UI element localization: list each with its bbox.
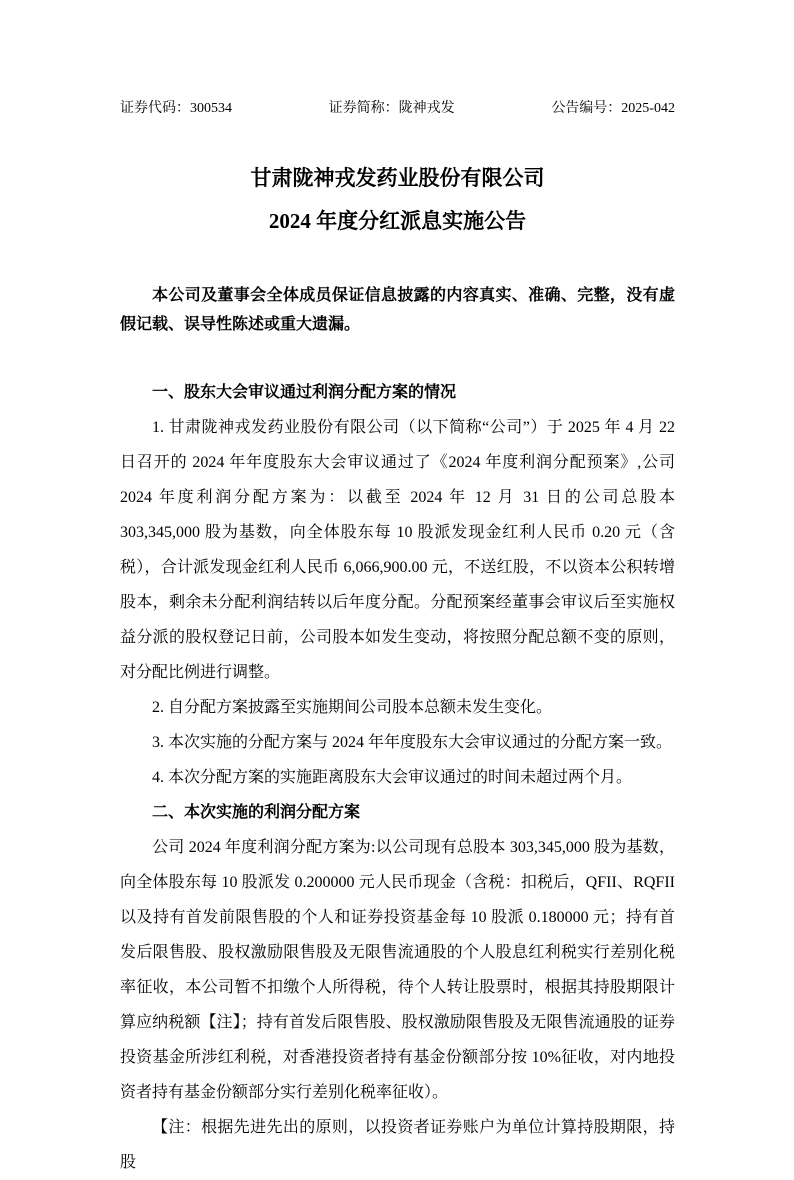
announcement-number: 公告编号：2025-042 [551, 101, 675, 116]
stock-short-name: 证券简称：陇神戎发 [328, 101, 455, 116]
document-header [120, 100, 675, 118]
announcement-title: 2024 年度分红派息实施公告 [268, 209, 527, 234]
body-paragraph: 1. 甘肃陇神戎发药业股份有限公司（以下简称“公司”）于 2025 年 4 月 22 日召开的 2024 年年度股东大会审议通过了《2024 年度利润分配预案》,公司 2024 年度利润分配方案为：以截至 2024 年 12 月 31 日的公司总股本 303,345,000 股为基数，向全体股东每 10 股派发现金红利人民币 0.20 元（含税），合计派发现金红利人民币 6,066,900.00 元，不送红股，不以资本公积转增股本，剩余未分配利润结转以后年度分配。分配预案经董事会审议后至实施权益分派的股权登记日前，公司股本如发生变动，将按照分配总额不变的原则，对分配比例进行调整。 [120, 418, 675, 681]
body-paragraph: 公司 2024 年度利润分配方案为:以公司现有总股本 303,345,000 股为基数，向全体股东每 10 股派发 0.200000 元人民币现金（含税：扣税后，QFII、RQFII 以及持有首发前限售股的个人和证券投资基金每 10 股派 0.180000 元；持有首发后限售股、股权激励限售股及无限售流通股的个人股息红利税实行差别化税率征收，本公司暂不扣缴个人所得税，待个人转让股票时，根据其持股期限计算应纳税额【注】；持有首发后限售股、股权激励限售股及无限售流通股的证券投资基金所涉红利税，对香港投资者持有基金份额部分按 10%征收，对内地投资者持有基金份额部分实行差别化税率征收）。 [120, 838, 675, 1101]
stock-code: 证券代码：300534 [120, 101, 232, 116]
body-paragraph: 4. 本次分配方案的实施距离股东大会审议通过的时间未超过两个月。 [152, 768, 633, 786]
body-paragraph: 2. 自分配方案披露至实施期间公司股本总额未发生变化。 [152, 698, 553, 716]
document-body [120, 375, 675, 1180]
company-title: 甘肃陇神戎发药业股份有限公司 [250, 166, 545, 190]
section-heading: 二、本次实施的利润分配方案 [152, 803, 361, 821]
body-paragraph: 3. 本次实施的分配方案与 2024 年年度股东大会审议通过的分配方案一致。 [152, 733, 673, 751]
body-paragraph: 【注：根据先进先出的原则，以投资者证券账户为单位计算持股期限，持股 [120, 1118, 675, 1171]
section-heading: 一、股东大会审议通过利润分配方案的情况 [152, 383, 457, 401]
disclosure-statement: 本公司及董事会全体成员保证信息披露的内容真实、准确、完整，没有虚假记载、误导性陈述或重大遗漏。 [120, 286, 675, 333]
